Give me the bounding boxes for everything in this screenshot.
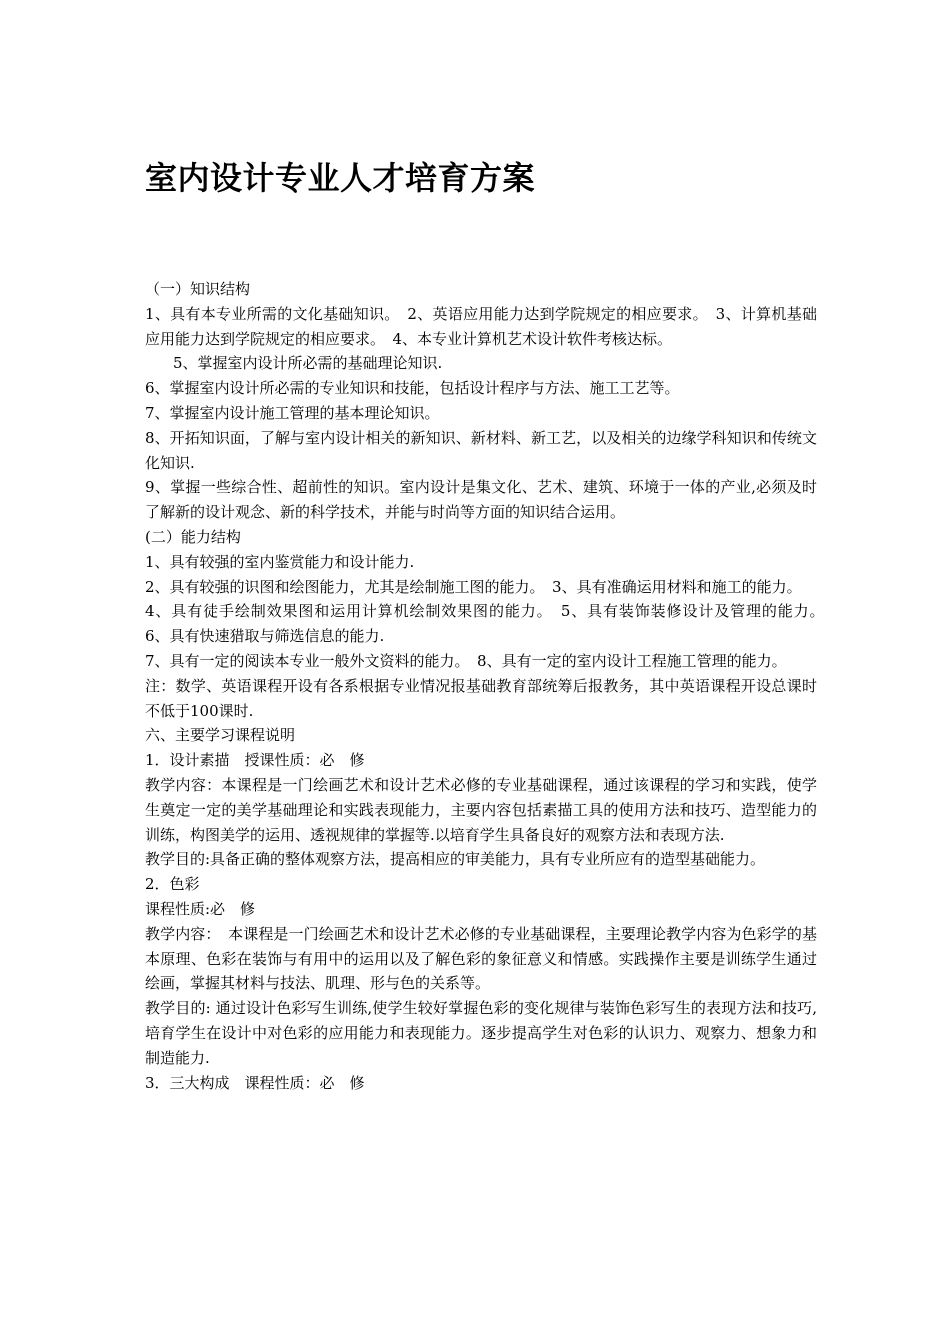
course-heading: 2．色彩 — [145, 875, 200, 894]
paragraph: 教学内容： 本课程是一门绘画艺术和设计艺术必修的专业基础课程，主要理论教学内容为色彩学的基本原理、色彩在装饰与有用中的运用以及了解色彩的象征意义和情感。实践操作主要是训练学生通过绘画，掌握其材料与技法、肌理、形与色的关系等。 — [145, 924, 817, 993]
paragraph: 7、掌握室内设计施工管理的基本理论知识。 — [145, 403, 440, 422]
document-title: 室内设计专业人才培育方案 — [145, 159, 536, 197]
paragraph: 4、具有徒手绘制效果图和运用计算机绘制效果图的能力。 5、具有装饰装修设计及管理的能力。 6、具有快速猎取与筛选信息的能力. — [145, 602, 833, 646]
document-body — [145, 277, 833, 1095]
section-heading-knowledge: （一）知识结构 — [145, 280, 251, 298]
course-heading: 1．设计素描 授课性质：必 修 — [145, 751, 365, 770]
paragraph: 课程性质:必 修 — [145, 899, 256, 918]
paragraph: 8、开拓知识面，了解与室内设计相关的新知识、新材料、新工艺，以及相关的边缘学科知识和传统文化知识. — [145, 428, 817, 472]
section-heading-ability: (二）能力结构 — [145, 527, 241, 546]
paragraph: 7、具有一定的阅读本专业一般外文资料的能力。 8、具有一定的室内设计工程施工管理的能力。 — [145, 651, 787, 670]
paragraph: 6、掌握室内设计所必需的专业知识和技能，包括设计程序与方法、施工工艺等。 — [145, 379, 680, 398]
note-paragraph: 注：数学、英语课程开设有各系根据专业情况报基础教育部统筹后报教务，其中英语课程开设总课时不低于100课时. — [145, 676, 817, 720]
section-heading-courses: 六、主要学习课程说明 — [145, 726, 296, 745]
paragraph: 1、具有本专业所需的文化基础知识。 2、英语应用能力达到学院规定的相应要求。 3、计算机基础应用能力达到学院规定的相应要求。 4、本专业计算机艺术设计软件考核达标。 — [145, 304, 817, 348]
paragraph: 1、具有较强的室内鉴赏能力和设计能力. — [145, 552, 415, 571]
paragraph: 教学目的:具备正确的整体观察方法，提高相应的审美能力，具有专业所应有的造型基础能力。 — [145, 850, 766, 869]
paragraph: 教学内容：本课程是一门绘画艺术和设计艺术必修的专业基础课程，通过该课程的学习和实践，使学生奠定一定的美学基础理论和实践表现能力，主要内容包括素描工具的使用方法和技巧、造型能力的训练，构图美学的运用、透视规律的掌握等.以培育学生具备良好的观察方法和表现方法. — [145, 775, 817, 844]
paragraph: 9、掌握一些综合性、超前性的知识。室内设计是集文化、艺术、建筑、环境于一体的产业,必须及时了解新的设计观念、新的科学技术，并能与时尚等方面的知识结合运用。 — [145, 478, 817, 522]
paragraph: 教学目的: 通过设计色彩写生训练,使学生较好掌握色彩的变化规律与装饰色彩写生的表现方法和技巧,培育学生在设计中对色彩的应用能力和表现能力。逐步提高学生对色彩的认识力、观察力、想象力和制造能力. — [145, 999, 817, 1067]
paragraph: 2、具有较强的识图和绘图能力，尤其是绘制施工图的能力。 3、具有准确运用材料和施工的能力。 — [145, 577, 802, 596]
course-heading: 3．三大构成 课程性质：必 修 — [145, 1073, 365, 1092]
paragraph: 5、掌握室内设计所必需的基础理论知识. — [173, 354, 443, 373]
